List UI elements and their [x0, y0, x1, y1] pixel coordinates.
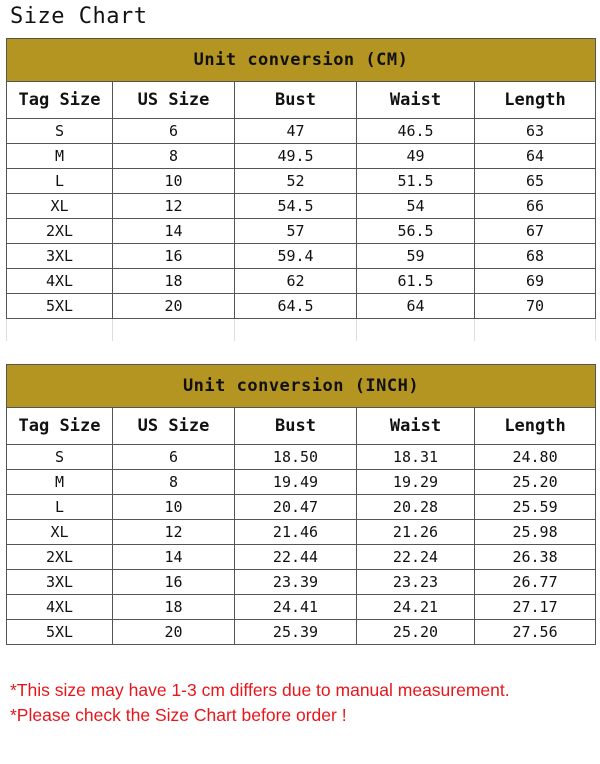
cell-bust: 20.47 [235, 495, 357, 520]
cell-bust: 24.41 [235, 595, 357, 620]
cell-bust: 23.39 [235, 570, 357, 595]
table-row [7, 595, 596, 620]
table-row [7, 194, 596, 219]
cell-length: 69 [475, 269, 596, 294]
header-length: Length [475, 82, 596, 119]
cm-size-table [6, 38, 596, 341]
cm-table-banner: Unit conversion (CM) [7, 39, 596, 82]
table-row [7, 520, 596, 545]
header-us-size: US Size [113, 408, 235, 445]
cell-waist: 23.23 [357, 570, 475, 595]
cell-us-size: 16 [113, 244, 235, 269]
cm-header-row [7, 82, 596, 119]
note-measurement: *This size may have 1-3 cm differs due to manual measurement. [10, 680, 510, 700]
cell-us-size: 8 [113, 470, 235, 495]
cell-length: 26.38 [475, 545, 596, 570]
cell-tag-size: M [7, 470, 113, 495]
cell-tag-size: XL [7, 194, 113, 219]
cell-length: 66 [475, 194, 596, 219]
cell-us-size: 8 [113, 144, 235, 169]
page-title: Size Chart [10, 4, 148, 29]
header-waist: Waist [357, 82, 475, 119]
cell-bust: 25.39 [235, 620, 357, 645]
cell-length: 27.56 [475, 620, 596, 645]
table-row [7, 445, 596, 470]
cell-bust: 52 [235, 169, 357, 194]
cm-table-body [7, 119, 596, 319]
cell-waist: 22.24 [357, 545, 475, 570]
cell-bust: 19.49 [235, 470, 357, 495]
table-row [7, 470, 596, 495]
cell-waist: 49 [357, 144, 475, 169]
cell-length: 64 [475, 144, 596, 169]
table-row [7, 244, 596, 269]
cell-waist: 24.21 [357, 595, 475, 620]
table-row [7, 119, 596, 144]
cell-length: 25.98 [475, 520, 596, 545]
cell-bust: 18.50 [235, 445, 357, 470]
cell-us-size: 16 [113, 570, 235, 595]
header-bust: Bust [235, 82, 357, 119]
cell-us-size: 18 [113, 269, 235, 294]
cell-tag-size: 5XL [7, 294, 113, 319]
table-row [7, 219, 596, 244]
cell-tag-size: L [7, 495, 113, 520]
inch-table-banner: Unit conversion (INCH) [7, 365, 596, 408]
cell-tag-size: 2XL [7, 545, 113, 570]
cell-bust: 54.5 [235, 194, 357, 219]
cell-tag-size: S [7, 119, 113, 144]
header-tag-size: Tag Size [7, 82, 113, 119]
cell-tag-size: S [7, 445, 113, 470]
table-row [7, 169, 596, 194]
cell-length: 70 [475, 294, 596, 319]
inch-table-body [7, 445, 596, 645]
header-bust: Bust [235, 408, 357, 445]
cell-bust: 47 [235, 119, 357, 144]
cell-tag-size: 3XL [7, 570, 113, 595]
cell-length: 25.20 [475, 470, 596, 495]
table-row [7, 620, 596, 645]
table-spacer-row [7, 319, 596, 342]
cell-bust: 21.46 [235, 520, 357, 545]
header-us-size: US Size [113, 82, 235, 119]
cell-us-size: 12 [113, 194, 235, 219]
cell-bust: 64.5 [235, 294, 357, 319]
inch-size-table [6, 364, 596, 645]
inch-header-row [7, 408, 596, 445]
cell-bust: 49.5 [235, 144, 357, 169]
cell-tag-size: 4XL [7, 269, 113, 294]
cell-waist: 51.5 [357, 169, 475, 194]
cell-tag-size: M [7, 144, 113, 169]
cell-tag-size: 5XL [7, 620, 113, 645]
cell-tag-size: 3XL [7, 244, 113, 269]
table-row [7, 144, 596, 169]
cell-us-size: 20 [113, 294, 235, 319]
cell-waist: 59 [357, 244, 475, 269]
cell-waist: 61.5 [357, 269, 475, 294]
cell-tag-size: XL [7, 520, 113, 545]
cell-waist: 56.5 [357, 219, 475, 244]
cell-tag-size: 4XL [7, 595, 113, 620]
cell-waist: 25.20 [357, 620, 475, 645]
header-waist: Waist [357, 408, 475, 445]
cell-waist: 64 [357, 294, 475, 319]
cell-us-size: 18 [113, 595, 235, 620]
cell-length: 67 [475, 219, 596, 244]
table-row [7, 294, 596, 319]
cell-us-size: 14 [113, 219, 235, 244]
header-tag-size: Tag Size [7, 408, 113, 445]
cell-us-size: 10 [113, 495, 235, 520]
cell-us-size: 6 [113, 445, 235, 470]
cell-us-size: 12 [113, 520, 235, 545]
cell-waist: 18.31 [357, 445, 475, 470]
header-length: Length [475, 408, 596, 445]
cell-tag-size: 2XL [7, 219, 113, 244]
cell-length: 25.59 [475, 495, 596, 520]
cell-length: 26.77 [475, 570, 596, 595]
cell-length: 65 [475, 169, 596, 194]
cell-bust: 57 [235, 219, 357, 244]
table-row [7, 269, 596, 294]
cell-bust: 59.4 [235, 244, 357, 269]
cell-length: 63 [475, 119, 596, 144]
cell-length: 68 [475, 244, 596, 269]
cell-tag-size: L [7, 169, 113, 194]
cell-bust: 62 [235, 269, 357, 294]
table-row [7, 495, 596, 520]
cell-waist: 21.26 [357, 520, 475, 545]
note-check-chart: *Please check the Size Chart before order ! [10, 705, 347, 725]
cell-us-size: 6 [113, 119, 235, 144]
cell-length: 27.17 [475, 595, 596, 620]
cell-us-size: 20 [113, 620, 235, 645]
table-row [7, 545, 596, 570]
cell-waist: 54 [357, 194, 475, 219]
cell-us-size: 10 [113, 169, 235, 194]
cell-waist: 20.28 [357, 495, 475, 520]
cell-length: 24.80 [475, 445, 596, 470]
cell-waist: 46.5 [357, 119, 475, 144]
cell-waist: 19.29 [357, 470, 475, 495]
table-row [7, 570, 596, 595]
cell-us-size: 14 [113, 545, 235, 570]
cell-bust: 22.44 [235, 545, 357, 570]
